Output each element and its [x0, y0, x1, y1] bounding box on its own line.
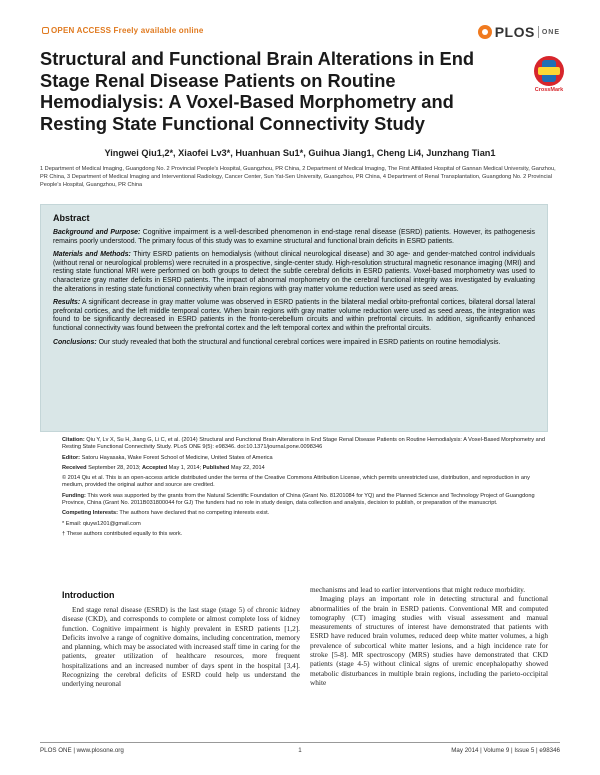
open-access-lock-icon [42, 27, 49, 34]
abstract-methods: Materials and Methods: Thirty ESRD patients on hemodialysis (without clinical neurological disease) and 30 age- and gender-matched control individuals (without renal or neurological problems) were recruited in a prospective, single-center study. High-resolution structural magnetic resonance imaging (MRI) and resting state functional MRI were performed on both groups to detect the subtle cerebral deficits in ESRD patients. Voxel-based morphometry was used to characterize gray matter deficits in ESRD patients. The impact of abnormal morphometry on the cerebral functional integrity was investigated by evaluating the alterations in resting state functional connectivity when brain regions with gray matter volume reduction were used as seed areas. [53, 251, 535, 293]
footer-issue: May 2014 | Volume 9 | Issue 5 | e98346 [451, 747, 560, 754]
logo-divider [538, 26, 539, 38]
corresponding-email[interactable]: * Email: qiuyw1201@gmail.com [62, 520, 141, 527]
editor: Editor: Satoru Hayasaka, Wake Forest School of Medicine, United States of America [62, 454, 273, 461]
intro-paragraph-continued: mechanisms and lead to earlier interventions that might reduce morbidity. [310, 585, 526, 594]
equal-contribution-note: † These authors contributed equally to this work. [62, 530, 183, 537]
abstract-background: Background and Purpose: Cognitive impairment is a well-described phenomenon in end-stage renal disease (ESRD) patients. However, its pathogenesis remains poorly understood. The primary focus of this study was to examine structural and functional brain deficits in ESRD patients. [53, 229, 535, 245]
citation: Citation: Qiu Y, Lv X, Su H, Jiang G, Li C, et al. (2014) Structural and Functional Brain Alterations in End Stage Renal Disease Patients on Routine Hemodialysis: A Voxel-Based Morphometry and Resting State Functional Connectivity Study. PLoS ONE 9(5): e98346. doi:10.1371/journal.pone.0098346 [62, 437, 545, 451]
page-number: 1 [298, 747, 302, 754]
plos-logo-suffix: ONE [541, 28, 560, 36]
article-metadata [62, 437, 547, 541]
abstract-conclusions: Conclusions: Our study revealed that both the structural and functional cerebral cortices were impaired in ESRD patients on routine hemodialysis. [53, 338, 501, 346]
body-column-left [62, 605, 300, 689]
crossmark-label: CrossMark [534, 87, 564, 93]
crossmark-icon [534, 56, 564, 86]
plos-logo-text: PLOS [494, 24, 535, 40]
dates: Received September 28, 2013; Accepted May 1, 2014; Published May 22, 2014 [62, 464, 265, 471]
intro-paragraph-2: Imaging plays an important role in detecting structural and functional abnormalities of the brain in ESRD patients. Conventional MR and computed tomography (CT) imaging studies with visual assessment and manual measurements of structures of interest have demonstrated that patients with ESRD have reduced brain volumes, reduced deep white matter volumes, a high prevalence of subcortical white matter lesions, and a high incidence rate for stroke [5-8]. MR spectroscopy (MRS) studies have demonstrated that CKD patients (stage 4-5) without clinical signs of uremic encephalopathy showed metabolic disturbances in multiple brain regions, including the parieto-occipital white [310, 594, 548, 687]
abstract-results: Results: A significant decrease in gray matter volume was observed in ESRD patients in the bilateral medial orbito-prefrontal cortices, bilateral dorsal lateral prefrontal cortices, and the left middle temporal cortex. When brain regions with gray matter volume reduction were used as seed areas, the integration was found to be significantly decreased in ESRD patients in the fronto-cerebellum circuits and within prefrontal circuits. In addition, significantly enhanced functional connectivity was found between the prefrontal cortex and the left temporal cortex and within the prefrontal circuits. [53, 299, 535, 332]
competing-interests: Competing Interests: The authors have declared that no competing interests exist. [62, 510, 270, 517]
crossmark-badge[interactable] [526, 56, 572, 93]
article-title: Structural and Functional Brain Alterations in End Stage Renal Disease Patients on Routine Hemodialysis: A Voxel-Based Morphometry and Resting State Functional Connectivity Study [40, 48, 475, 134]
author-list: Yingwei Qiu1,2*, Xiaofei Lv3*, Huanhuan Su1*, Guihua Jiang1, Cheng Li4, Junzhang Tian1 [104, 148, 496, 158]
body-column-right [310, 585, 548, 687]
abstract-heading: Abstract [53, 213, 90, 223]
affiliations: 1 Department of Medical Imaging, Guangdong No. 2 Provincial People's Hospital, Guangzhou, PR China, 2 Department of Medical Imaging, The First Affiliated Hospital of Gannan Medical University, Ganzhou, PR China, 3 Department of Medical Imaging and Interventional Radiology, Cancer Center, Sun Yat-Sen University, Guangzhou, PR China, 4 Department of Renal Transplantation, Guangdong No. 2 Provincial People's Hospital, Guangzhou, PR China [40, 166, 556, 189]
intro-paragraph-1: End stage renal disease (ESRD) is the last stage (stage 5) of chronic kidney disease (CKD), and corresponds to complete or almost complete loss of kidney function. Cognitive impairment is highly prevalent in ESRD patients [1,2]. Deficits involve a range of cognitive domains, including concentration, memory and planning, which may be associated with increased staff time in caring for the patients, greater utilization of healthcare resources, more frequent hospitalizations and an increased number of days spent in the hospital [3,4]. Recognizing the cerebral deficits of ESRD could help us understand the underlying neuronal [62, 605, 300, 689]
page-footer [40, 747, 560, 759]
introduction-heading: Introduction [62, 590, 115, 600]
abstract-box [40, 204, 548, 432]
footer-journal[interactable]: PLOS ONE | www.plosone.org [40, 747, 124, 754]
copyright: © 2014 Qiu et al. This is an open-access article distributed under the terms of the Creative Commons Attribution License, which permits unrestricted use, distribution, and reproduction in any medium, provided the original author and source are credited. [62, 475, 530, 489]
open-access-label: OPEN ACCESS Freely available online [40, 26, 204, 35]
funding: Funding: This work was supported by the grants from the Natural Scientific Foundation of China (Grant No. 81201084 for YQ) and the Planned Science and Technology Project of Guangdong Province, China (Grant No. 2011B031800044 for GJ) The funders had no role in study design, data collection and analysis, decision to publish, or preparation of the manuscript. [62, 492, 535, 507]
journal-header [40, 24, 560, 42]
plos-one-logo[interactable] [478, 24, 560, 40]
plos-logo-icon [478, 25, 492, 39]
footer-divider [40, 742, 560, 743]
